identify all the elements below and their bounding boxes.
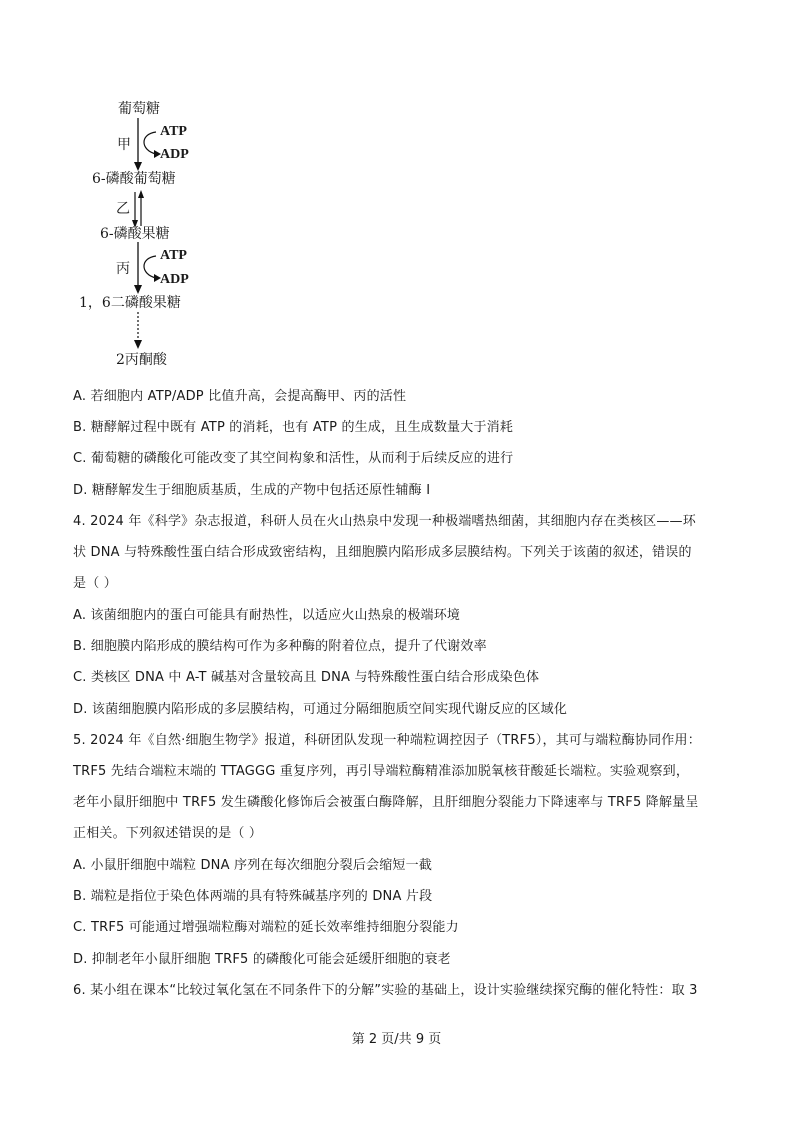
glucose-label: 葡萄糖: [118, 101, 160, 117]
g6p-label: 6-磷酸葡萄糖: [92, 171, 176, 187]
q4-option-c: C. 类核区 DNA 中 A-T 碱基对含量较高且 DNA 与特殊酸性蛋白结合形成染色体: [73, 670, 540, 685]
atp-label-1: ATP: [160, 124, 187, 139]
adp-label-2: ADP: [160, 272, 189, 287]
enzyme-jia-label: 甲: [117, 137, 131, 153]
q5-option-c: C. TRF5 可能通过增强端粒酶对端粒的延长效率维持细胞分裂能力: [73, 920, 459, 935]
q5-stem-line-2: TRF5 先结合端粒末端的 TTAGGG 重复序列，再引导端粒酶精准添加脱氧核苷酸延长端粒。实验观察到，: [73, 764, 690, 779]
page-footer: 第 2 页/共 9 页: [351, 1032, 442, 1047]
f6p-label: 6-磷酸果糖: [100, 226, 170, 242]
q5-stem-line-3: 老年小鼠肝细胞中 TRF5 发生磷酸化修饰后会被蛋白酶降解，且肝细胞分裂能力下降速率与 TRF5 降解量呈: [73, 795, 699, 810]
q5-option-a: A. 小鼠肝细胞中端粒 DNA 序列在每次细胞分裂后会缩短一截: [73, 858, 433, 873]
q6-stem-line-1: 6. 某小组在课本“比较过氧化氢在不同条件下的分解”实验的基础上，设计实验继续探究酶的催化特性：取 3: [73, 983, 698, 998]
enzyme-bing-label: 丙: [116, 261, 130, 277]
q4-option-d: D. 该菌细胞膜内陷形成的多层膜结构，可通过分隔细胞质空间实现代谢反应的区域化: [73, 702, 568, 717]
q5-option-b: B. 端粒是指位于染色体两端的具有特殊碱基序列的 DNA 片段: [73, 889, 433, 904]
q3-option-a: A. 若细胞内 ATP/ADP 比值升高，会提高酶甲、丙的活性: [73, 389, 407, 404]
q4-option-b: B. 细胞膜内陷形成的膜结构可作为多种酶的附着位点，提升了代谢效率: [73, 639, 487, 654]
glycolysis-diagram: [70, 92, 270, 382]
q4-option-a: A. 该菌细胞内的蛋白可能具有耐热性，以适应火山热泉的极端环境: [73, 608, 461, 623]
q3-option-b: B. 糖酵解过程中既有 ATP 的消耗，也有 ATP 的生成，且生成数量大于消耗: [73, 420, 514, 435]
atp-label-2: ATP: [160, 248, 187, 263]
q5-option-d: D. 抑制老年小鼠肝细胞 TRF5 的磷酸化可能会延缓肝细胞的衰老: [73, 952, 451, 967]
q5-stem-line-4: 正相关。下列叙述错误的是（ ）: [73, 826, 263, 841]
q4-stem-line-2: 状 DNA 与特殊酸性蛋白结合形成致密结构，且细胞膜内陷形成多层膜结构。下列关于该菌的叙述，错误的: [73, 545, 692, 560]
enzyme-yi-label: 乙: [116, 201, 130, 217]
q5-stem-line-1: 5. 2024 年《自然·细胞生物学》报道，科研团队发现一种端粒调控因子（TRF5），其可与端粒酶协同作用：: [73, 733, 701, 748]
q4-stem-line-1: 4. 2024 年《科学》杂志报道，科研人员在火山热泉中发现一种极端嗜热细菌，其细胞内存在类核区——环: [73, 514, 696, 529]
q3-option-c: C. 葡萄糖的磷酸化可能改变了其空间构象和活性，从而利于后续反应的进行: [73, 451, 514, 466]
f16bp-label: 1，6二磷酸果糖: [79, 295, 181, 311]
q4-stem-line-3: 是（ ）: [73, 576, 117, 591]
adp-label-1: ADP: [160, 147, 189, 162]
pyruvate-label: 2丙酮酸: [116, 352, 167, 368]
q3-option-d: D. 糖酵解发生于细胞质基质，生成的产物中包括还原性辅酶 I: [73, 483, 431, 498]
